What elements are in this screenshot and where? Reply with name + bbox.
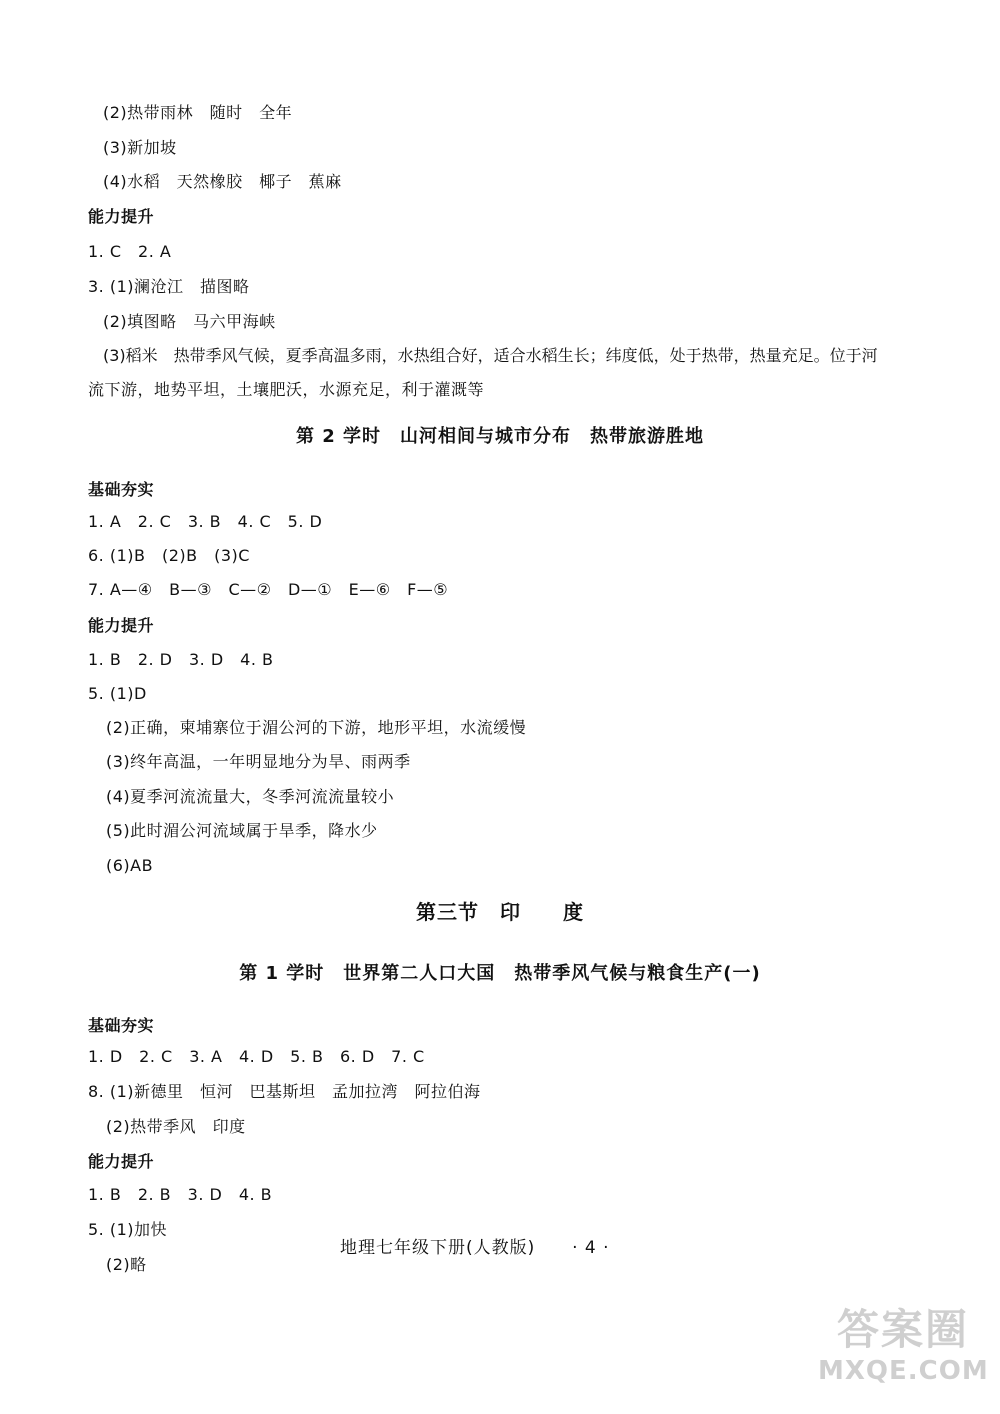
watermark-url: MXQE.COM xyxy=(818,1356,989,1386)
answer-line: 1. B 2. B 3. D 4. B xyxy=(88,1185,273,1204)
answer-line: (2)热带季风 印度 xyxy=(106,1117,246,1136)
section-heading: 能力提升 xyxy=(88,1152,155,1171)
answer-line: 5. (1)D xyxy=(88,684,147,703)
watermark-text: 答案圈 xyxy=(836,1305,969,1354)
page-number: · 4 · xyxy=(572,1238,610,1258)
watermark-logo xyxy=(818,1305,988,1405)
chapter-title: 第三节 印 度 xyxy=(416,900,584,924)
answer-line: (4)水稻 天然橡胶 椰子 蕉麻 xyxy=(103,172,342,191)
answer-line: 流下游，地势平坦，土壤肥沃，水源充足，利于灌溉等 xyxy=(88,380,485,399)
book-title: 地理七年级下册(人教版) xyxy=(340,1238,536,1258)
answer-line: 6. (1)B (2)B (3)C xyxy=(88,546,250,565)
answer-line: 5. (1)加快 xyxy=(88,1220,168,1239)
answer-line: 3. (1)澜沧江 描图略 xyxy=(88,277,250,296)
answer-line: 1. B 2. D 3. D 4. B xyxy=(88,650,274,669)
answer-line: (2)正确，柬埔寨位于湄公河的下游，地形平坦，水流缓慢 xyxy=(106,718,527,737)
answer-line: (2)热带雨林 随时 全年 xyxy=(103,103,293,122)
answer-line: 7. A—④ B—③ C—② D—① E—⑥ F—⑤ xyxy=(88,580,449,599)
lesson-title: 第 1 学时 世界第二人口大国 热带季风气候与粮食生产(一) xyxy=(239,963,761,984)
answer-line: (2)填图略 马六甲海峡 xyxy=(103,312,276,331)
answer-line: (3)终年高温，一年明显地分为旱、雨两季 xyxy=(106,752,411,771)
page-footer xyxy=(340,1237,610,1259)
answer-line: 1. D 2. C 3. A 4. D 5. B 6. D 7. C xyxy=(88,1047,425,1066)
answer-line: 1. A 2. C 3. B 4. C 5. D xyxy=(88,512,323,531)
section-heading: 能力提升 xyxy=(88,616,155,635)
answer-line: (3)稻米 热带季风气候，夏季高温多雨，水热组合好，适合水稻生长；纬度低，处于热带，热量充足。位于河 xyxy=(103,346,878,365)
answer-line: (3)新加坡 xyxy=(103,138,177,157)
section-heading: 基础夯实 xyxy=(88,480,155,499)
section-heading: 基础夯实 xyxy=(88,1016,155,1035)
answer-line: (6)AB xyxy=(106,856,154,875)
section-heading: 能力提升 xyxy=(88,207,155,226)
answer-line: (5)此时湄公河流域属于旱季，降水少 xyxy=(106,821,378,840)
lesson-title: 第 2 学时 山河相间与城市分布 热带旅游胜地 xyxy=(295,426,705,447)
answer-line: (4)夏季河流流量大，冬季河流流量较小 xyxy=(106,787,395,806)
answer-line: (2)略 xyxy=(106,1255,147,1274)
answer-line: 1. C 2. A xyxy=(88,242,172,261)
answer-line: 8. (1)新德里 恒河 巴基斯坦 孟加拉湾 阿拉伯海 xyxy=(88,1082,481,1101)
